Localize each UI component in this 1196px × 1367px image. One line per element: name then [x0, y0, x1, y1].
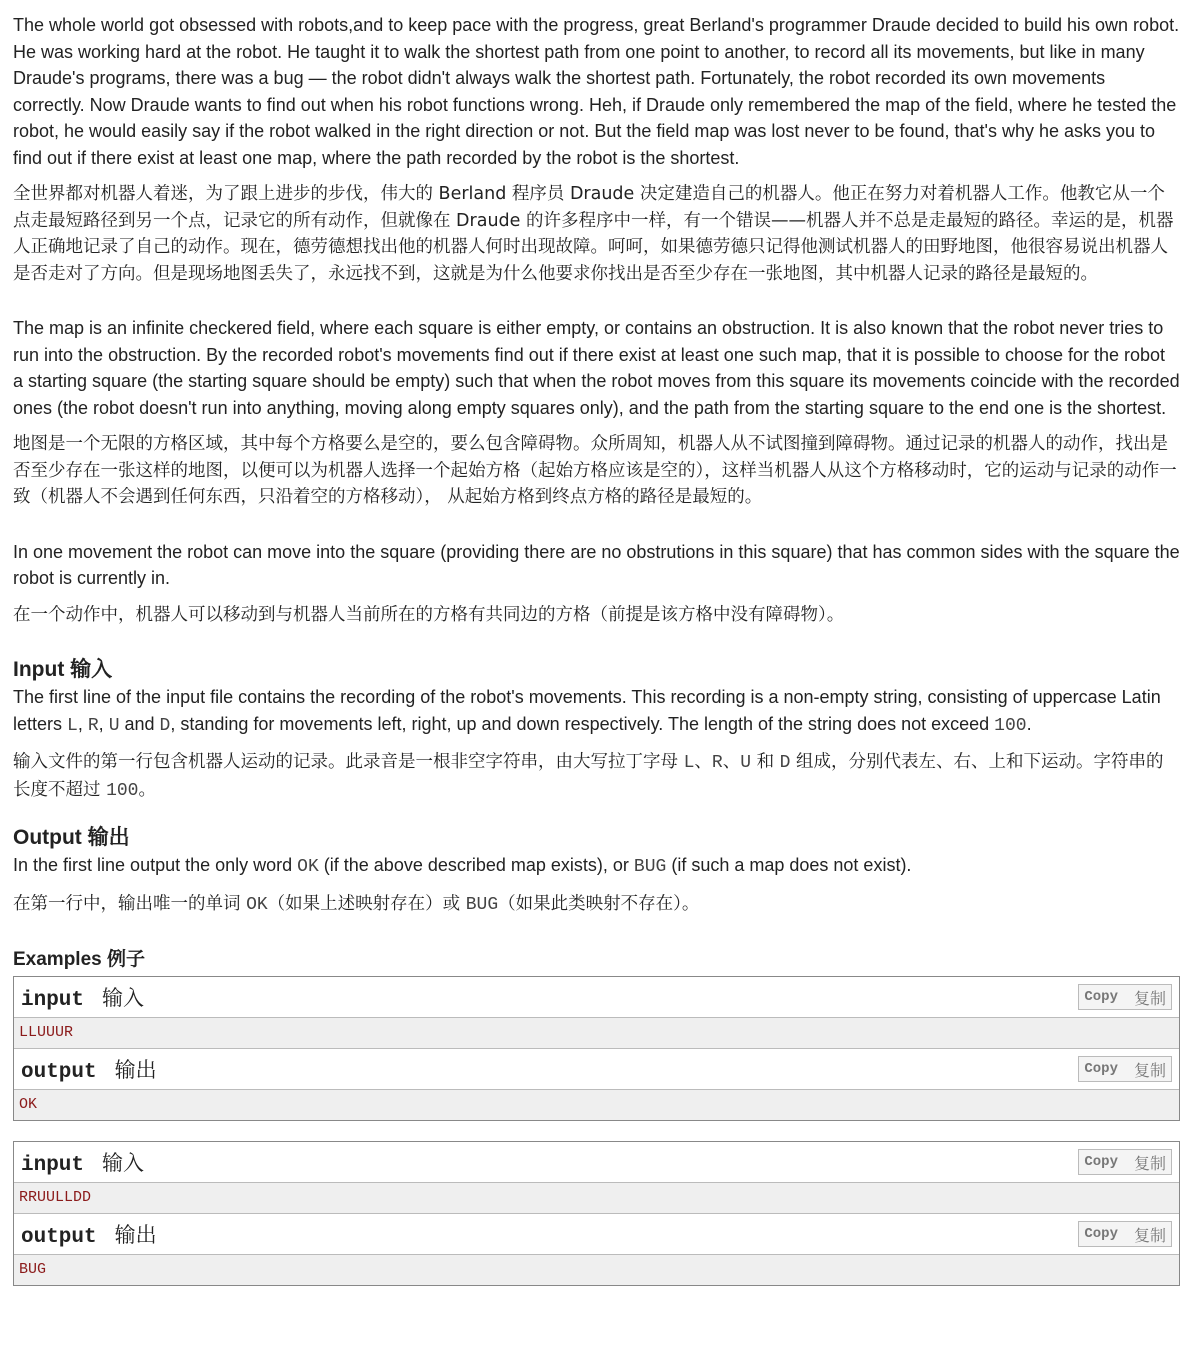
output-spec-zh: 在第一行中，输出唯一的单词 OK（如果上述映射存在）或 BUG（如果此类映射不存在）。 — [13, 893, 700, 915]
example-output-value: BUG — [14, 1255, 1179, 1285]
map-paragraph-en: The map is an infinite checkered field, where each square is either empty, or contains an obstruction. It is also known that the robot never tries to run into the obstruction. By the recorded robot's movements find out if there exist at least one such map, that it is possible to choose for the robot a starting square (the starting square should be empty) such that when the robot moves from this square its movements coincide with the recorded ones (the robot doesn't run into anything, moving along empty squares only), and the path from the starting square to the end one is the shortest. — [13, 318, 1180, 418]
example-block-1 — [13, 976, 1180, 1121]
movement-paragraph-en: In one movement the robot can move into the square (providing there are no obstrutions in this square) that has common sides with the square the robot is currently in. — [13, 541, 1180, 588]
example-input-value: RRUULLDD — [14, 1183, 1179, 1213]
example-output-label: output 输出 — [21, 1058, 157, 1084]
example-input-label: input 输入 — [21, 1151, 145, 1177]
example-input-header — [14, 977, 1179, 1018]
example-output-value: OK — [14, 1090, 1179, 1120]
copy-input-button[interactable]: Copy 复制 — [1078, 1149, 1172, 1175]
legend-paragraph-en: The whole world got obsessed with robots,and to keep pace with the progress, great Berland's programmer Draude decided to build his own robot. He was working hard at the robot. He taught it to walk the shortest path from one point to another, to record all its movements, but like in many Draude's programs, there was a bug — the robot didn't always walk the shortest path. Fortunately, the robot recorded its own movements correctly. Now Draude wants to find out when his robot functions wrong. Heh, if Draude only remembered the map of the field, where he tested the robot, he would easily say if the robot walked in the right direction or not. But the field map was lost never to be found, that's why he asks you to find out if there exist at least one map, where the path recorded by the robot is the shortest. — [13, 15, 1180, 168]
examples-title: Examples 例子 — [13, 949, 145, 970]
example-output-label: output 输出 — [21, 1223, 157, 1249]
map-paragraph-zh: 地图是一个无限的方格区域，其中每个方格要么是空的，要么包含障碍物。众所周知，机器人从不试图撞到障碍物。通过记录的机器人的动作，找出是否至少存在一张这样的地图，以便可以为机器人选择一个起始方格（起始方格应该是空的），这样当机器人从这个方格移动时，它的运动与记录的动作一致（机器人不会遇到任何东西，只沿着空的方格移动）， 从起始方格到终点方格的路径是最短的。 — [13, 434, 1177, 507]
output-spec-en: In the first line output the only word OK (if the above described map exists), or BUG (if such a map does not exist). — [13, 855, 912, 877]
output-section-title: Output 输出 — [13, 826, 130, 849]
input-spec-zh: 输入文件的第一行包含机器人运动的记录。此录音是一根非空字符串，由大写拉丁字母 L、R、U 和 D 组成，分别代表左、右、上和下运动。字符串的长度不超过 100。 — [13, 752, 1164, 801]
copy-output-button[interactable]: Copy 复制 — [1078, 1221, 1172, 1247]
movement-paragraph-zh: 在一个动作中，机器人可以移动到与机器人当前所在的方格有共同边的方格（前提是该方格中没有障碍物）。 — [13, 604, 845, 625]
copy-output-button[interactable]: Copy 复制 — [1078, 1056, 1172, 1082]
input-section-title: Input 输入 — [13, 658, 113, 681]
example-input-header — [14, 1142, 1179, 1183]
copy-input-button[interactable]: Copy 复制 — [1078, 984, 1172, 1010]
example-input-label: input 输入 — [21, 986, 145, 1012]
input-spec-en: The first line of the input file contains the recording of the robot's movements. This recording is a non-empty string, consisting of uppercase Latin letters L, R, U and D, standing for movements left, right, up and down respectively. The length of the string does not exceed 100. — [13, 687, 1161, 736]
example-output-header — [14, 1048, 1179, 1090]
legend-paragraph-zh: 全世界都对机器人着迷，为了跟上进步的步伐，伟大的 Berland 程序员 Draude 决定建造自己的机器人。他正在努力对着机器人工作。他教它从一个点走最短路径到另一个点，记录它的所有动作，但就像在 Draude 的许多程序中一样，有一个错误——机器人并不总是走最短的路径。幸运的是，机器人正确地记录了自己的动作。现在，德劳德想找出他的机器人何时出现故障。呵呵，如果德劳德只记得他测试机器人的田野地图，他很容易说出机器人是否走对了方向。但是现场地图丢失了，永远找不到，这就是为什么他要求你找出是否至少存在一张地图，其中机器人记录的路径是最短的。 — [13, 184, 1174, 284]
example-output-header — [14, 1213, 1179, 1255]
example-input-value: LLUUUR — [14, 1018, 1179, 1048]
example-block-2 — [13, 1141, 1180, 1286]
